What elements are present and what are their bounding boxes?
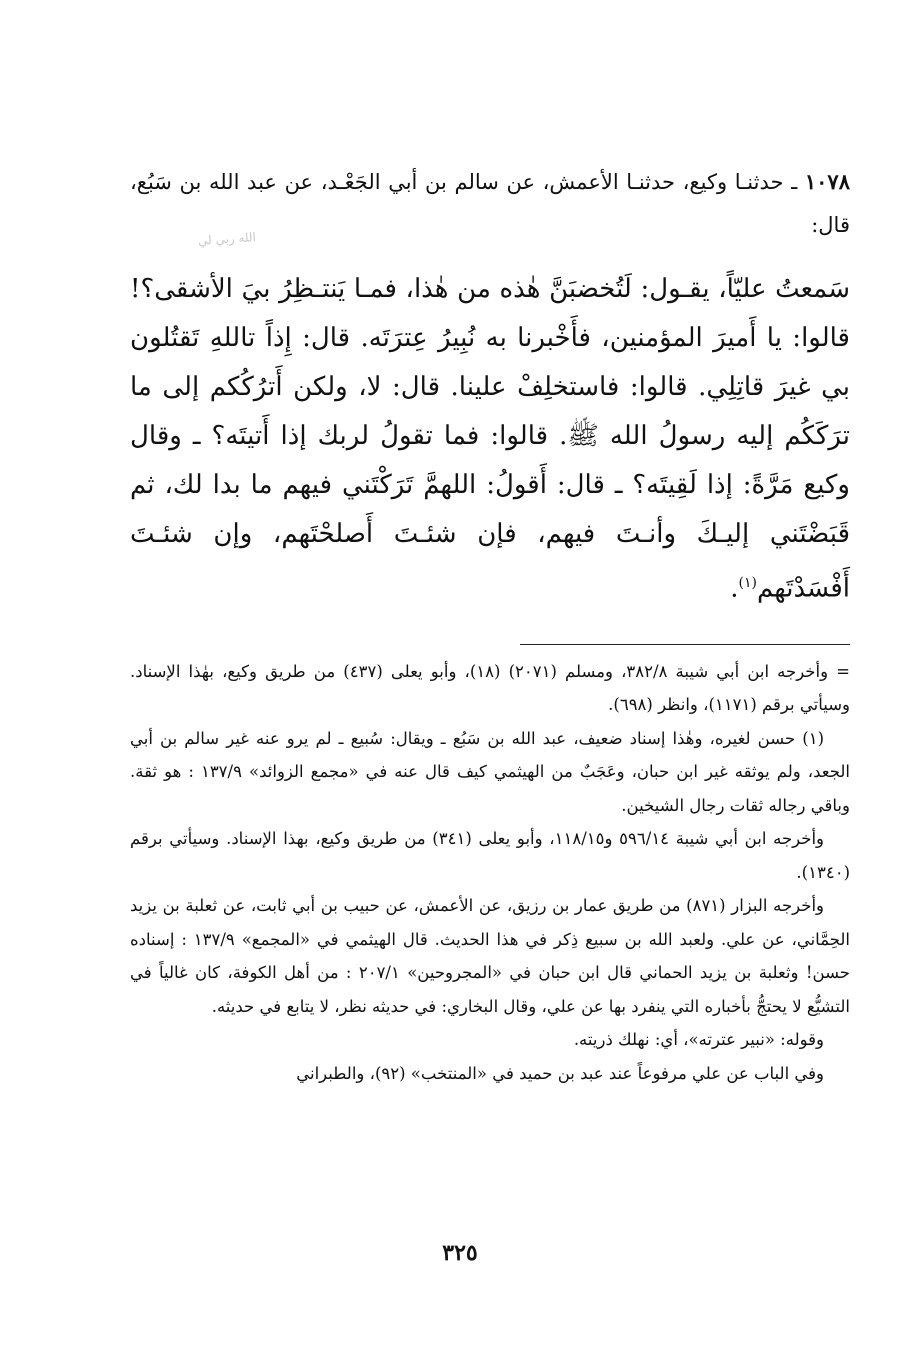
hadith-matn: سَمعتُ عليّاً، يقـول: لَتُخضبَنَّ هٰذه من هٰذا، فمـا يَنتـظِرُ بيَ الأشقى؟! قالوا: يا أَميرَ المؤمنين، فأَخْبرنا به نُبِيرُ عِترَتَه. قال: إِذاً تاللهِ تَقتُلون بي غيرَ قاتِلِي. قالوا: فاستخلِفْ علينا. قال: لا، ولكن أَترُكُكم إلى ما ترَكَكُم إليه رسولُ الله ﷺ. قالوا: فما تقولُ لربك إذا أَتيتَه؟ ـ وقال وكيع مَرَّةً: إذا لَقِيتَه؟ ـ قال: أَقولُ: اللهمَّ تَرَكْتَني فيهم ما بدا لك، ثم قَبَضْتَني إليـكَ وأنـتَ فيهم، فإن شئـتَ أَصلحْتَهم، وإن شئـتَ أَفْسَدْتَهم	[130, 274, 850, 604]
footnote-1: (١) حسن لغيره، وهٰذا إسناد ضعيف، عبد الله بن سَبُع ـ ويقال: سُبيع ـ لم يرو عنه غير سالم بن أبي الجعد، ولم يوثقه غير ابن حبان، وعَجَبٌ من الهيثمي كيف قال عنه في «مجمع الزوائد» ١٣٧/٩ : هو ثقة. وباقي رجاله ثقات رجال الشيخين.	[130, 728, 850, 815]
footnote-paragraph: وأخرجه البزار (٨٧١) من طريق عمار بن رزيق، عن الأعمش، عن حبيب بن أبي ثابت، عن ثعلبة بن يزيد الحِمَّاني، عن علي. ولعبد الله بن سبيع ذِكر في هذا الحديث. قال الهيثمي في «المجمع» ١٣٧/٩ : إسناده حسن! وثعلبة بن يزيد الحماني قال ابن حبان في «المجروحين» ٢٠٧/١ : من أهل الكوفة، كان غالياً في التشيُّع لا يحتجُّ بأخباره التي ينفرد بها عن علي، وقال البخاري: في حديثه نظر، لا يتابع في حديثه.	[130, 896, 850, 1016]
hadith-matn-paragraph	[130, 265, 850, 614]
hadith-number: ١٠٧٨	[804, 169, 850, 194]
footnote-continuation: = وأخرجه ابن أبي شيبة ٣٨٢/٨، ومسلم (٢٠٧١) (١٨)، وأبو يعلى (٤٣٧) من طريق وكيع، بهٰذا الإسناد. وسيأتي برقم (١١٧١)، وانظر (٦٩٨).	[130, 661, 850, 715]
footnote-paragraph: وفي الباب عن علي مرفوعاً عند عبد بن حميد في «المنتخب» (٩٢)، والطبراني	[296, 1063, 824, 1083]
footnote-paragraph: وأخرجه ابن أبي شيبة ٥٩٦/١٤ و١١٨/١٥، وأبو يعلى (٣٤١) من طريق وكيع، بهذا الإسناد. وسيأتي برقم (١٣٤٠).	[130, 829, 850, 882]
faint-stamp: الله ربي لي	[197, 230, 257, 248]
footnote-marker: (١)	[738, 575, 757, 591]
hadith-isnad: ـ حدثنـا وكيع، حدثنـا الأعمش، عن سالم بن أبي الجَعْـد، عن عبد الله بن سَبُع، قال:	[130, 170, 850, 237]
footnote-paragraph: وقوله: «نبير عترته»، أي: نهلك ذريته.	[573, 1030, 824, 1050]
page-body	[130, 160, 850, 1308]
footnote-divider	[520, 644, 850, 645]
matn-end-mark: .	[730, 573, 739, 604]
footnotes	[130, 655, 850, 1091]
page-number: ٣٢٥	[442, 1240, 478, 1266]
hadith-isnad-paragraph	[130, 160, 850, 247]
